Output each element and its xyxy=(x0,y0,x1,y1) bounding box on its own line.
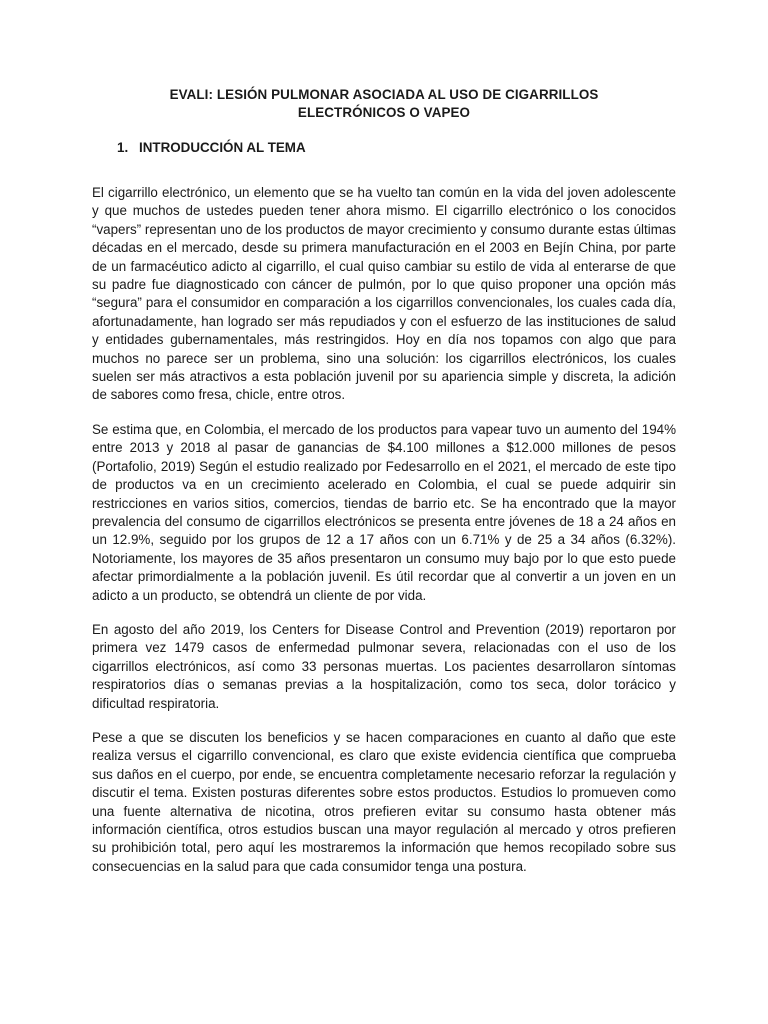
paragraph-4: Pese a que se discuten los beneficios y se hacen comparaciones en cuanto al daño que este realiza versus el cigarrillo convencional, es claro que existe evidencia científica que comprueba sus daños en el cuerpo, por ende, se encuentra completamente necesario reforzar la regulación y discutir el tema. Existen posturas diferentes sobre estos productos. Estudios lo promueven como una fuente alternativa de nicotina, otros prefieren evitar su consumo hasta obtener más información científica, otros estudios buscan una mayor regulación al mercado y otros prefieren su prohibición total, pero aquí les mostraremos la información que hemos recopilado sobre sus consecuencias en la salud para que cada consumidor tenga una postura. xyxy=(92,729,676,874)
paragraph-1: El cigarrillo electrónico, un elemento que se ha vuelto tan común en la vida del joven adolescente y que muchos de ustedes pueden tener ahora mismo. El cigarrillo electrónico o los conocidos “vapers” representan uno de los productos de mayor crecimiento y consumo durante estas últimas décadas en el mercado, desde su primera manufacturación en el 2003 en Bejín China, por parte de un farmacéutico adicto al cigarrillo, el cual quiso cambiar su estilo de vida al enterarse de que su padre fue diagnosticado con cáncer de pulmón, por lo que quiso proponer una opción más “segura” para el consumidor en comparación a los cigarrillos convencionales, los cuales cada día, afortunadamente, han logrado ser más repudiados y con el esfuerzo de las instituciones de salud y entidades gubernamentales, más restringidos. Hoy en día nos topamos con algo que para muchos no parece ser un problema, sino una solución: los cigarrillos electrónicos, los cuales suelen ser más atractivos a esta población juvenil por su apariencia simple y discreta, la adición de sabores como fresa, chicle, entre otros. xyxy=(92,185,676,403)
paragraph-2: Se estima que, en Colombia, el mercado de los productos para vapear tuvo un aumento del 194% entre 2013 y 2018 al pasar de ganancias de $4.100 millones a $12.000 millones de pesos (Portafolio, 2019) Según el estudio realizado por Fedesarrollo en el 2021, el mercado de este tipo de productos va en un crecimiento acelerado en Colombia, el cual se puede adquirir sin restricciones en varios sitios, comercios, tiendas de barrio etc. Se ha encontrado que la mayor prevalencia del consumo de cigarrillos electrónicos se presenta entre jóvenes de 18 a 24 años en un 12.9%, seguido por los grupos de 12 a 17 años con un 6.71% y de 25 a 34 años (6.32%). Notoriamente, los mayores de 35 años presentaron un consumo muy bajo por lo que esto puede afectar primordialmente a la población juvenil. Es útil recordar que al convertir a un joven en un adicto a un producto, se obtendrá un cliente de por vida. xyxy=(92,421,676,603)
document-title-line-1: EVALI: LESIÓN PULMONAR ASOCIADA AL USO DE CIGARRILLOS xyxy=(169,87,599,102)
document-body xyxy=(92,184,676,892)
section-heading xyxy=(117,139,306,157)
document-title xyxy=(92,86,676,122)
section-number: 1. xyxy=(117,140,129,155)
paragraph-3: En agosto del año 2019, los Centers for Disease Control and Prevention (2019) reportaron por primera vez 1479 casos de enfermedad pulmonar severa, relacionadas con el uso de los cigarrillos electrónicos, así como 33 personas muertas. Los pacientes desarrollaron síntomas respiratorios días o semanas previas a la hospitalización, como tos seca, dolor torácico y dificultad respiratoria. xyxy=(92,621,676,711)
document-title-line-2: ELECTRÓNICOS O VAPEO xyxy=(297,105,471,120)
section-label: INTRODUCCIÓN AL TEMA xyxy=(139,140,306,155)
